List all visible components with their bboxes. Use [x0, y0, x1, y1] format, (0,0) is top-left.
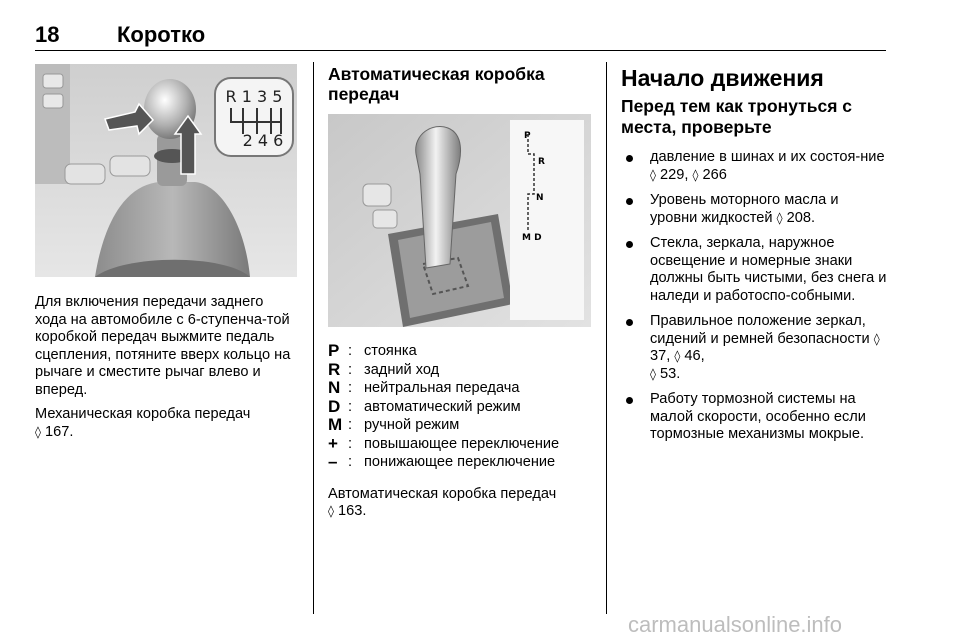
selector-label-p: P [524, 131, 531, 141]
legend-row [328, 453, 591, 472]
legend-colon: : [348, 454, 353, 471]
column-automatic-gearbox [328, 64, 591, 521]
page-ref-icon: ◊ [692, 167, 699, 182]
automatic-gearbox-reference-text: Автоматическая коробка передач [328, 485, 557, 502]
legend-text: повышающее переключение [364, 435, 560, 452]
page-ref[interactable]: 266 [702, 166, 727, 183]
selector-legend [328, 342, 591, 472]
legend-colon: : [348, 361, 353, 378]
header-rule [35, 50, 886, 51]
list-item [621, 391, 887, 444]
manual-gearbox-reference-text: Механическая коробка передач [35, 406, 251, 422]
page-number: 18 [35, 22, 60, 47]
list-item-text: Стекла, зеркала, наружное освещение и номерные знаки должны быть чистыми, без снега и наледи и работоспо-собными. [650, 235, 887, 304]
legend-symbol: P [328, 341, 340, 361]
bullet-icon [626, 155, 633, 162]
page-ref[interactable]: 37, [650, 348, 671, 364]
column-starting-off [621, 64, 887, 452]
legend-symbol-plus: + [328, 433, 338, 453]
legend-symbol: R [328, 359, 341, 379]
page-ref[interactable]: 53. [660, 365, 681, 382]
legend-symbol: N [328, 378, 341, 398]
shift-pattern-bottom-label: 2 4 6 [242, 131, 284, 150]
legend-text: ручной режим [364, 417, 460, 434]
checklist [621, 149, 887, 444]
legend-row [328, 435, 591, 454]
page-ref-icon: ◊ [328, 504, 334, 518]
page-ref-icon: ◊ [35, 424, 41, 439]
legend-colon: : [348, 398, 353, 415]
shift-pattern-top-label: R 1 3 5 [225, 87, 283, 106]
bullet-icon [626, 397, 633, 404]
list-item-text: Работу тормозной системы на малой скорости, особенно если тормозные механизмы мокрые. [650, 391, 866, 442]
page-ref[interactable]: 46, [684, 348, 705, 364]
automatic-gearbox-page-ref[interactable]: 163. [338, 503, 367, 519]
legend-text: понижающее переключение [364, 454, 556, 471]
legend-colon: : [348, 343, 353, 360]
page-header [35, 22, 885, 50]
list-item [621, 149, 887, 184]
legend-colon: : [348, 380, 353, 397]
legend-text: автоматический режим [364, 398, 521, 415]
bullet-icon [626, 319, 633, 326]
list-item [621, 192, 887, 227]
page-ref-icon: ◊ [650, 366, 656, 381]
page-ref-icon: ◊ [776, 210, 783, 225]
automatic-selector-illustration [328, 114, 591, 327]
selector-label-n: N [536, 193, 544, 203]
legend-text: нейтральная передача [364, 380, 520, 397]
automatic-gearbox-heading: Автоматическая коробка передач [328, 64, 545, 104]
page-title: Коротко [117, 22, 206, 47]
legend-row [328, 342, 591, 361]
legend-symbol: M [328, 415, 343, 435]
manual-gearbox-reference [35, 406, 297, 441]
page-ref-icon: ◊ [650, 167, 656, 182]
automatic-gearbox-reference [328, 486, 591, 521]
column-manual-gearbox [35, 64, 297, 441]
selector-label-md: M D [522, 233, 542, 243]
selector-label-r: R [538, 157, 545, 167]
legend-row [328, 398, 591, 417]
manual-gearshift-illustration [35, 64, 297, 277]
legend-row [328, 361, 591, 380]
column-divider-2 [606, 62, 607, 614]
page-ref[interactable]: 208. [786, 209, 816, 226]
list-item-text: Уровень моторного масла и уровни жидкостей [650, 192, 839, 226]
legend-colon: : [348, 417, 353, 434]
list-item [621, 313, 887, 383]
page-ref-icon: ◊ [873, 331, 880, 346]
page-ref-icon: ◊ [674, 349, 681, 363]
reverse-gear-instruction: Для включения передачи заднего хода на автомобиле с 6-ступенча-той коробкой передач выжмите педаль сцепления, потяните вверх кольцо на рычаге и сместите рычаг влево и вперед. [35, 294, 291, 398]
legend-row [328, 416, 591, 435]
legend-row [328, 379, 591, 398]
list-item-text: давление в шинах и их состоя-ние [650, 149, 885, 165]
legend-text: стоянка [364, 343, 417, 360]
watermark: carmanualsonline.info [628, 612, 843, 637]
legend-symbol-minus: – [328, 452, 338, 472]
manual-gearbox-page-ref[interactable]: 167. [45, 423, 74, 440]
list-item [621, 235, 887, 305]
legend-text: задний ход [364, 361, 440, 378]
list-item-text: Правильное положение зеркал, сидений и ремней безопасности [650, 313, 870, 347]
bullet-icon [626, 241, 633, 248]
legend-symbol: D [328, 396, 341, 416]
checklist-subheading: Перед тем как тронуться с места, проверьте [621, 96, 853, 137]
bullet-icon [626, 198, 633, 205]
column-divider-1 [313, 62, 314, 614]
legend-colon: : [348, 435, 353, 452]
page-ref[interactable]: 229, [660, 166, 689, 183]
starting-off-heading: Начало движения [621, 65, 824, 91]
